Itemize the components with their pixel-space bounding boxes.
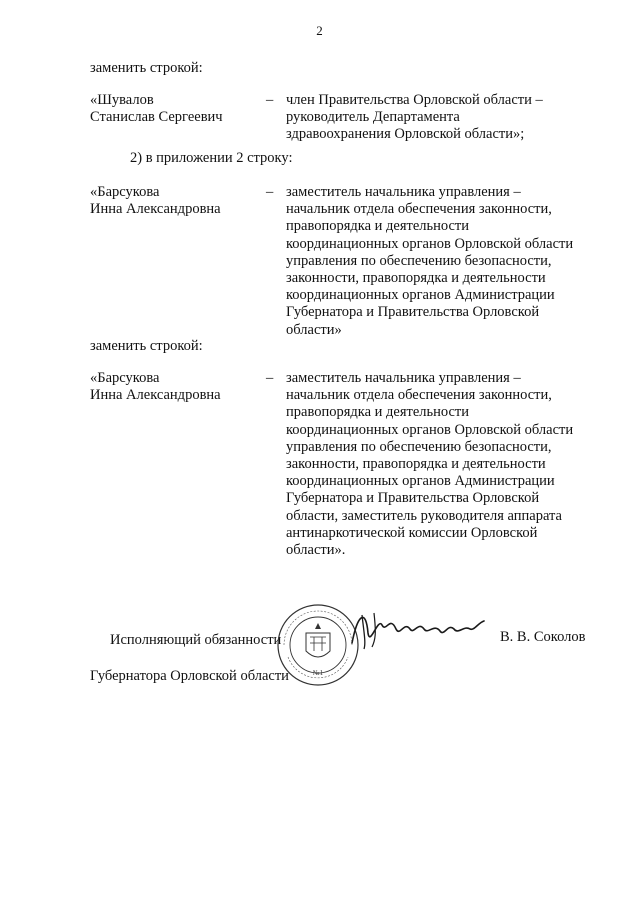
item-2-heading: 2) в приложении 2 строку: [130,150,293,166]
entry-barsukova-new [90,370,590,560]
svg-text:№1: №1 [312,669,324,677]
entry-position: заместитель начальника управления – начальник отдела обеспечения законности, правопорядка и деятельности координационных органов Орловской области управления по обеспечению безопасности, законности, правопорядка и деятельности координационных органов Администрации Губернатора и Правительства Орловской области, заместитель руководителя аппарата антинаркотической комиссии Орловской области». [286,370,574,559]
signatory-name: В. В. Соколов [500,629,586,645]
entry-dash: – [266,92,274,108]
signature-block [0,603,639,693]
page-number: 2 [316,23,323,38]
signatory-title-line1: Исполняющий обязанности [110,632,282,648]
entry-name: «Барсукова Инна Александровна [90,184,221,218]
entry-barsukova-old [90,184,590,340]
signatory-title-line2: Губернатора Орловской области [90,668,289,684]
entry-position: член Правительства Орловской области – руководитель Департамента здравоохранения Орловской области»; [286,92,543,143]
entry-name: «Барсукова Инна Александровна [90,370,221,404]
entry-shuvalov [90,92,590,146]
entry-name: «Шувалов Станислав Сергеевич [90,92,223,126]
entry-dash: – [266,184,274,200]
entry-position: заместитель начальника управления – начальник отдела обеспечения законности, правопорядка и деятельности координационных органов Орловской области управления по обеспечению безопасности, законности, правопорядка и деятельности координационных органов Администрации Губернатора и Правительства Орловской области» [286,184,574,338]
signatory-title [90,613,289,685]
entry-dash: – [266,370,274,386]
replace-with-line: заменить строкой: [90,338,203,354]
handwritten-signature-icon [348,603,488,653]
replace-with-line: заменить строкой: [90,60,203,76]
